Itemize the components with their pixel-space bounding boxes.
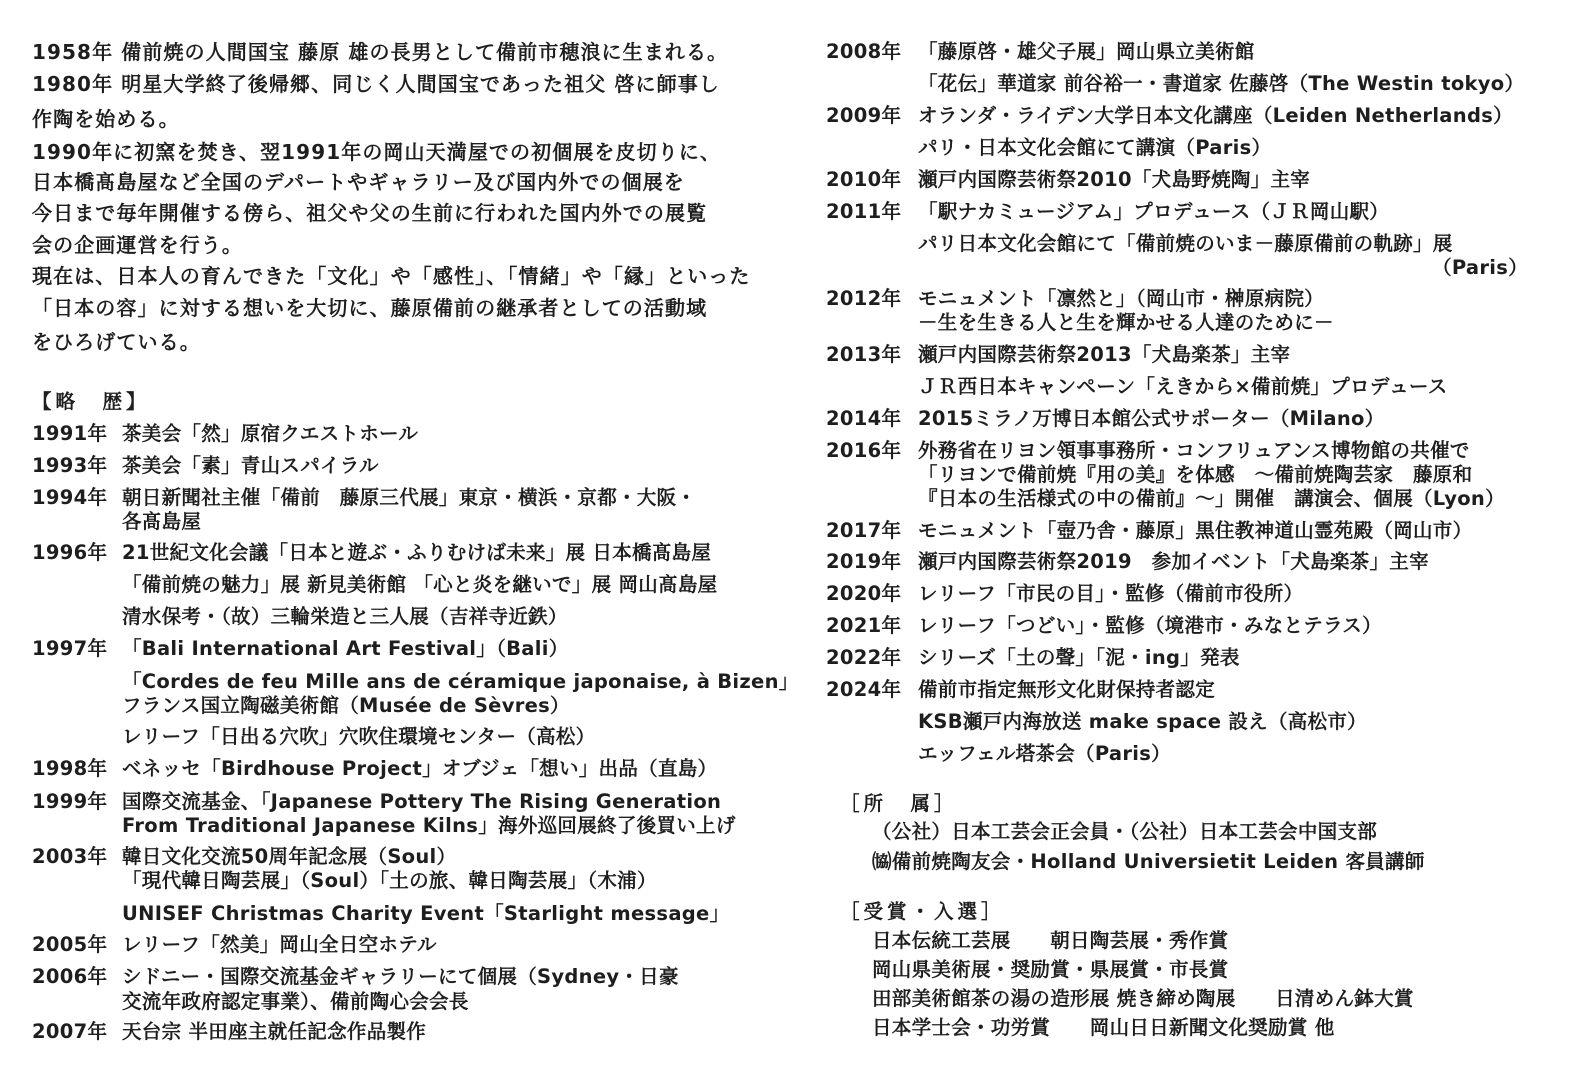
profile-line: 今日まで毎年開催する傍ら、祖父や父の生前に行われた国内外での展覧	[32, 201, 708, 225]
career-entry-line: 2015ミラノ万博日本館公式サポーター（Milano）	[918, 407, 1385, 430]
career-entry-line: 21世紀文化会議「日本と遊ぶ・ふりむけば未来」展 日本橋髙島屋	[122, 541, 712, 564]
profile-line: 日本橋髙島屋など全国のデパートやギャラリー及び国内外での個展を	[32, 170, 685, 194]
career-entry-line: 瀬戸内国際芸術祭2019 参加イベント「犬島楽茶」主宰	[918, 550, 1429, 573]
career-entry-line: レリーフ「然美」岡山全日空ホテル	[122, 933, 437, 956]
career-entry-line: 交流年政府認定事業）、備前陶心会会長	[122, 990, 469, 1013]
career-entry-line: 各髙島屋	[122, 510, 202, 533]
career-year: 1994年	[32, 486, 108, 509]
career-entry-line: エッフェル塔茶会（Paris）	[918, 742, 1171, 765]
career-entry-line: 瀬戸内国際芸術祭2013「犬島楽茶」主宰	[918, 343, 1291, 366]
career-entry-line: レリーフ「つどい」・監修（境港市・みなとテラス）	[918, 614, 1382, 637]
career-entry-line: ＪＲ西日本キャンペーン「えきから×備前焼」プロデュース	[918, 375, 1448, 398]
career-entry-line: 備前市指定無形文化財保持者認定	[918, 678, 1216, 701]
affiliation-line: （公社）日本工芸会正会員・（公社）日本工芸会中国支部	[872, 820, 1378, 843]
career-year: 2010年	[826, 168, 902, 191]
career-entry-line: 国際交流基金、「Japanese Pottery The Rising Generation	[122, 790, 722, 813]
career-entry-line: シリーズ「土の聲」「泥・ing」発表	[918, 646, 1240, 669]
career-entry-line: UNISEF Christmas Charity Event「Starlight message」	[122, 902, 730, 925]
career-entry-line: 「花伝」華道家 前谷裕一・書道家 佐藤啓（The Westin tokyo）	[918, 72, 1525, 95]
career-year: 2020年	[826, 582, 902, 605]
award-line: 岡山県美術展・奨励賞・県展賞・市長賞	[872, 958, 1229, 981]
profile-line: 「日本の容」に対する想いを大切に、藤原備前の継承者としての活動域	[32, 296, 708, 320]
profile-line: 会の企画運営を行う。	[32, 233, 243, 257]
career-entry-line: 『日本の生活様式の中の備前』～」開催 講演会、個展（Lyon）	[918, 487, 1505, 510]
profile-line: 現在は、日本人の育んできた「文化」や「感性」、「情緒」や「縁」といった	[32, 264, 751, 288]
affiliation-line: ㈿備前焼陶友会・Holland Universietit Leiden 客員講師	[872, 850, 1425, 873]
career-entry-line: 「駅ナカミュージアム」プロデュース（ＪＲ岡山駅）	[918, 200, 1390, 223]
career-entry-line: レリーフ「市民の目」・監修（備前市役所）	[918, 582, 1304, 605]
career-entry-line: オランダ・ライデン大学日本文化講座（Leiden Netherlands）	[918, 104, 1513, 127]
profile-line: 1980年 明星大学終了後帰郷、同じく人間国宝であった祖父 啓に師事し	[32, 72, 720, 96]
career-entry-line: From Traditional Japanese Kilns」海外巡回展終了後買い上げ	[122, 814, 736, 837]
career-year: 2007年	[32, 1020, 108, 1043]
career-year: 2008年	[826, 40, 902, 63]
profile-line: 作陶を始める。	[32, 107, 180, 131]
career-entry-line: 「Cordes de feu Mille ans de céramique japonaise, à Bizen」	[122, 670, 799, 693]
career-entry-line: 茶美会「然」原宿クエストホール	[122, 422, 419, 445]
career-year: 2009年	[826, 104, 902, 127]
career-year: 2005年	[32, 933, 108, 956]
award-line: 田部美術館茶の湯の造形展 焼き締め陶展 日清めん鉢大賞	[872, 987, 1414, 1010]
career-year: 1996年	[32, 541, 108, 564]
career-year: 2017年	[826, 519, 902, 542]
profile-line: をひろげている。	[32, 330, 201, 354]
career-year: 2021年	[826, 614, 902, 637]
career-entry-line: －生を生きる人と生を輝かせる人達のために－	[918, 311, 1334, 334]
award-line: 日本学士会・功労賞 岡山日日新聞文化奨励賞 他	[872, 1016, 1335, 1039]
career-entry-line: 清水保考・（故）三輪栄造と三人展（吉祥寺近鉄）	[122, 605, 568, 628]
career-entry-line: 「藤原啓・雄父子展」岡山県立美術館	[918, 40, 1255, 63]
career-year: 2013年	[826, 343, 902, 366]
career-year: 1999年	[32, 790, 108, 813]
career-entry-line: 瀬戸内国際芸術祭2010「犬島野焼陶」主宰	[918, 168, 1311, 191]
career-entry-line: ベネッセ「Birdhouse Project」オブジェ「想い」出品（直島）	[122, 757, 718, 780]
career-year: 1997年	[32, 637, 108, 660]
career-entry-line: 天台宗 半田座主就任記念作品製作	[122, 1020, 427, 1043]
career-year: 2011年	[826, 200, 902, 223]
career-entry-line: KSB瀬戸内海放送 make space 設え（高松市）	[918, 710, 1367, 733]
career-entry-line: 茶美会「素」青山スパイラル	[122, 454, 379, 477]
career-entry-line: 「備前焼の魅力」展 新見美術館 「心と炎を継いで」展 岡山髙島屋	[122, 573, 718, 596]
career-entry-line: レリーフ「日出る穴吹」穴吹住環境センター（高松）	[122, 725, 596, 748]
career-entry-line: モニュメント「壺乃舎・藤原」黒住教神道山霊苑殿（岡山市）	[918, 519, 1473, 542]
career-year: 1998年	[32, 757, 108, 780]
career-year: 2016年	[826, 439, 902, 462]
career-entry-line: 「現代韓日陶芸展」（Soul）「土の旅、韓日陶芸展」（木浦）	[122, 869, 657, 892]
profile-line: 1990年に初窯を焚き、翌1991年の岡山天満屋での初個展を皮切りに、	[32, 140, 722, 164]
career-year: 2014年	[826, 407, 902, 430]
career-year: 2012年	[826, 287, 902, 310]
career-entry-line: 「Bali International Art Festival」（Bali）	[122, 637, 569, 660]
career-entry-line: モニュメント「凛然と」（岡山市・榊原病院）	[918, 287, 1325, 310]
awards-heading: ［受賞・入選］	[840, 900, 1005, 923]
career-entry-line: パリ日本文化会館にて「備前焼のいま－藤原備前の軌跡」展	[918, 232, 1453, 255]
career-entry-line: 朝日新聞社主催「備前 藤原三代展」東京・横浜・京都・大阪・	[122, 486, 697, 509]
career-year: 2003年	[32, 845, 108, 868]
career-year: 2022年	[826, 646, 902, 669]
career-year: 1993年	[32, 454, 108, 477]
affiliation-heading: ［所 属］	[840, 792, 958, 815]
career-year: 1991年	[32, 422, 108, 445]
career-entry-line: 「リヨンで備前焼『用の美』を体感 ～備前焼陶芸家 藤原和	[918, 463, 1473, 486]
award-line: 日本伝統工芸展 朝日陶芸展・秀作賞	[872, 929, 1229, 952]
career-entry-line: 韓日文化交流50周年記念展（Soul）	[122, 845, 457, 868]
career-entry-line: フランス国立陶磁美術館（Musée de Sèvres）	[122, 694, 570, 717]
career-entry-line: （Paris）	[1432, 256, 1528, 279]
career-entry-line: パリ・日本文化会館にて講演（Paris）	[918, 136, 1272, 159]
profile-line: 1958年 備前焼の人間国宝 藤原 雄の長男として備前市穂浪に生まれる。	[32, 40, 729, 64]
career-heading: 【略 歴】	[32, 390, 150, 413]
career-entry-line: シドニー・国際交流基金ギャラリーにて個展（Sydney・日豪	[122, 965, 679, 988]
career-year: 2006年	[32, 965, 108, 988]
career-year: 2024年	[826, 678, 902, 701]
career-year: 2019年	[826, 550, 902, 573]
career-entry-line: 外務省在リヨン領事事務所・コンフリュアンス博物館の共催で	[918, 439, 1470, 462]
